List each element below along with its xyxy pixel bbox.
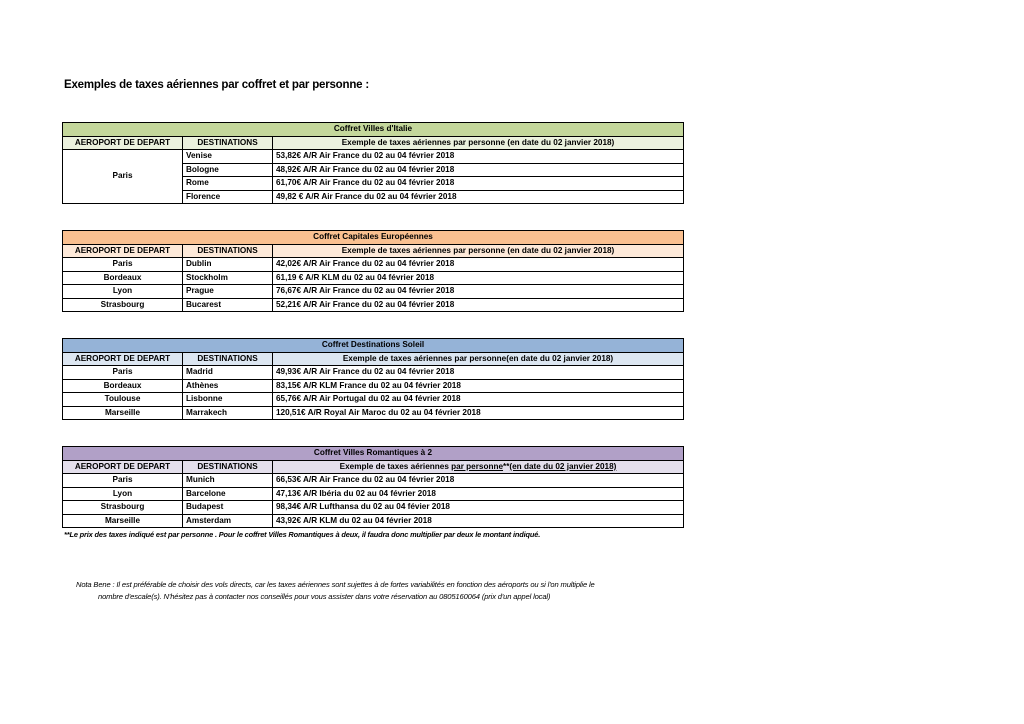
tax-cell: 76,67€ A/R Air France du 02 au 04 février 2018	[273, 285, 684, 299]
airport-cell: Paris	[63, 366, 183, 380]
header-airport: AEROPORT DE DEPART	[63, 460, 183, 474]
destination-cell: Venise	[183, 150, 273, 164]
nota-bene	[76, 579, 676, 603]
table-title: Coffret Destinations Soleil	[63, 339, 684, 353]
destination-cell: Madrid	[183, 366, 273, 380]
header-destinations: DESTINATIONS	[183, 352, 273, 366]
tax-cell: 66,53€ A/R Air France du 02 au 04 février 2018	[273, 474, 684, 488]
destination-cell: Lisbonne	[183, 393, 273, 407]
table-row	[63, 271, 684, 285]
header-tax-part3: **	[503, 461, 510, 471]
tax-cell: 49,82 € A/R Air France du 02 au 04 février 2018	[273, 190, 684, 204]
coffret-villes-romantiques-table	[62, 446, 684, 528]
header-airport: AEROPORT DE DEPART	[63, 136, 183, 150]
table-header-row	[63, 352, 684, 366]
header-tax-part2: par personne	[451, 461, 504, 471]
table-row	[63, 406, 684, 420]
coffret-destinations-soleil-table	[62, 338, 684, 420]
table-row	[63, 366, 684, 380]
destination-cell: Munich	[183, 474, 273, 488]
table-row	[63, 150, 684, 164]
table-title: Coffret Villes d'Italie	[63, 123, 684, 137]
table-row	[63, 393, 684, 407]
airport-cell: Paris	[63, 474, 183, 488]
tax-cell: 52,21€ A/R Air France du 02 au 04 février 2018	[273, 298, 684, 312]
header-destinations: DESTINATIONS	[183, 136, 273, 150]
airport-cell: Marseille	[63, 514, 183, 528]
airport-cell: Strasbourg	[63, 501, 183, 515]
airport-cell: Strasbourg	[63, 298, 183, 312]
tax-cell: 49,93€ A/R Air France du 02 au 04 février 2018	[273, 366, 684, 380]
tax-cell: 83,15€ A/R KLM France du 02 au 04 février 2018	[273, 379, 684, 393]
table-row	[63, 514, 684, 528]
destination-cell: Florence	[183, 190, 273, 204]
coffret-capitales-europeennes-table	[62, 230, 684, 312]
airport-cell: Lyon	[63, 285, 183, 299]
tax-cell: 61,19 € A/R KLM du 02 au 04 février 2018	[273, 271, 684, 285]
header-tax-part4: (en date du 02 janvier 2018)	[509, 461, 617, 471]
table-header-row	[63, 136, 684, 150]
table-title: Coffret Villes Romantiques à 2	[63, 447, 684, 461]
header-tax-example: Exemple de taxes aériennes par personne (en date du 02 janvier 2018)	[273, 244, 684, 258]
tax-cell: 47,13€ A/R Ibéria du 02 au 04 février 2018	[273, 487, 684, 501]
table-row	[63, 379, 684, 393]
header-tax-example: Exemple de taxes aériennes par personne(en date du 02 janvier 2018)	[273, 352, 684, 366]
table-row	[63, 501, 684, 515]
nota-bene-line-2: nombre d'escale(s). N'hésitez pas à contacter nos conseillés pour vous assister dans votre réservation au 0805160064 (prix d'un appel local)	[98, 592, 551, 601]
header-tax-example: Exemple de taxes aériennes par personne (en date du 02 janvier 2018)	[273, 136, 684, 150]
tax-cell: 98,34€ A/R Lufthansa du 02 au 04 févier 2018	[273, 501, 684, 515]
header-tax-part1: Exemple de taxes aériennes	[339, 461, 452, 471]
table-row	[63, 487, 684, 501]
tax-cell: 43,92€ A/R KLM du 02 au 04 février 2018	[273, 514, 684, 528]
destination-cell: Athènes	[183, 379, 273, 393]
airport-cell: Paris	[63, 150, 183, 204]
airport-cell: Lyon	[63, 487, 183, 501]
coffret-villes-italie-table	[62, 122, 684, 204]
header-airport: AEROPORT DE DEPART	[63, 352, 183, 366]
table-row	[63, 285, 684, 299]
airport-cell: Marseille	[63, 406, 183, 420]
destination-cell: Bologne	[183, 163, 273, 177]
destination-cell: Rome	[183, 177, 273, 191]
destination-cell: Stockholm	[183, 271, 273, 285]
tax-cell: 120,51€ A/R Royal Air Maroc du 02 au 04 février 2018	[273, 406, 684, 420]
destination-cell: Bucarest	[183, 298, 273, 312]
header-destinations: DESTINATIONS	[183, 244, 273, 258]
footnote: **Le prix des taxes indiqué est par personne . Pour le coffret Villes Romantiques à deux, il faudra donc multiplier par deux le montant indiqué.	[64, 530, 541, 539]
destination-cell: Budapest	[183, 501, 273, 515]
table-title-row	[63, 231, 684, 245]
tax-cell: 48,92€ A/R Air France du 02 au 04 février 2018	[273, 163, 684, 177]
table-title-row	[63, 123, 684, 137]
tax-cell: 61,70€ A/R Air France du 02 au 04 février 2018	[273, 177, 684, 191]
airport-cell: Bordeaux	[63, 379, 183, 393]
header-tax-example	[273, 460, 684, 474]
header-airport: AEROPORT DE DEPART	[63, 244, 183, 258]
table-title-row	[63, 447, 684, 461]
destination-cell: Dublin	[183, 258, 273, 272]
table-title-row	[63, 339, 684, 353]
destination-cell: Marrakech	[183, 406, 273, 420]
table-header-row	[63, 460, 684, 474]
page-title: Exemples de taxes aériennes par coffret et par personne :	[64, 79, 369, 91]
table-title: Coffret Capitales Européennes	[63, 231, 684, 245]
tax-cell: 42,02€ A/R Air France du 02 au 04 février 2018	[273, 258, 684, 272]
airport-cell: Paris	[63, 258, 183, 272]
tax-cell: 65,76€ A/R Air Portugal du 02 au 04 février 2018	[273, 393, 684, 407]
destination-cell: Barcelone	[183, 487, 273, 501]
table-row	[63, 474, 684, 488]
table-header-row	[63, 244, 684, 258]
table-row	[63, 298, 684, 312]
airport-cell: Toulouse	[63, 393, 183, 407]
header-destinations: DESTINATIONS	[183, 460, 273, 474]
table-row	[63, 258, 684, 272]
tax-cell: 53,82€ A/R Air France du 02 au 04 février 2018	[273, 150, 684, 164]
airport-cell: Bordeaux	[63, 271, 183, 285]
destination-cell: Amsterdam	[183, 514, 273, 528]
destination-cell: Prague	[183, 285, 273, 299]
nota-bene-line-1: Nota Bene : Il est préférable de choisir des vols directs, car les taxes aériennes sont sujettes à de fortes variabilités en fonction des aéroports ou si l'on multiplie le	[76, 580, 595, 589]
